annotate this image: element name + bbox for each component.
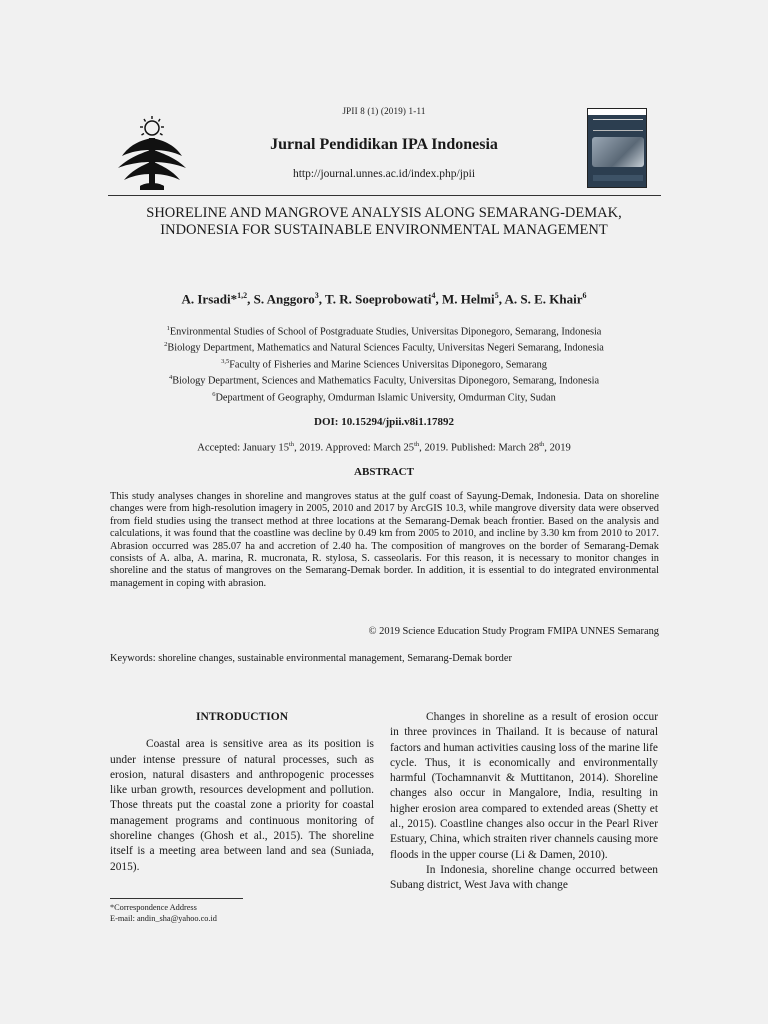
footnote-divider	[110, 898, 243, 899]
author-name: S. Anggoro	[253, 291, 315, 307]
journal-cover-image	[587, 108, 647, 188]
correspondence-label: *Correspondence Address	[110, 903, 197, 912]
body-paragraph: In Indonesia, shoreline change occurred between Subang district, West Java with change	[390, 863, 658, 892]
keywords: Keywords: shoreline changes, sustainable environmental management, Semarang-Demak border	[110, 653, 512, 664]
affiliation-item: $^6$Department of Geography, Omdurman Islamic University, Omdurman City, Sudan	[212, 390, 556, 404]
journal-url[interactable]: http://journal.unnes.ac.id/index.php/jpii	[292, 168, 476, 180]
correspondence-email[interactable]: E-mail: andin_sha@yahoo.co.id	[110, 914, 217, 923]
body-column-right	[390, 710, 658, 894]
copyright-notice: © 2019 Science Education Study Program FMIPA UNNES Semarang	[368, 626, 659, 637]
abstract-heading: ABSTRACT	[354, 466, 414, 478]
author-affiliation-mark: 4	[431, 291, 436, 300]
author-name: M. Helmi	[441, 291, 495, 307]
section-heading-introduction: INTRODUCTION	[195, 711, 288, 723]
body-column-left	[110, 710, 374, 875]
author-list: A. Irsadi*$^{1,2}$, S. Anggoro$^3$, T. R. Soeprobowati$^4$, M. Helmi$^5$, A. S. E. Khair$^6$	[181, 291, 587, 307]
author-affiliation-mark: 1,2	[237, 291, 248, 300]
doi[interactable]: DOI: 10.15294/jpii.v8i1.17892	[314, 416, 454, 428]
author-name: A. S. E. Khair	[504, 291, 583, 307]
affiliation-item: $^{3,5}$Faculty of Fisheries and Marine Sciences Universitas Diponegoro, Semarang	[221, 357, 547, 371]
header-divider	[108, 195, 661, 196]
paper-title: SHORELINE AND MANGROVE ANALYSIS ALONG SEMARANG-DEMAK, INDONESIA FOR SUSTAINABLE ENVIRONMENTAL MANAGEMENT	[146, 205, 622, 238]
journal-title: Jurnal Pendidikan IPA Indonesia	[270, 136, 498, 153]
abstract-text: This study analyses changes in shoreline and mangroves status at the gulf coast of Sayung-Demak, Indonesia. Data on shoreline changes were from high-resolution imagery in 2005, 2010 and 2017 by ArcGIS 10.3, while mangrove diversity data were observed from field studies using the transect method at three locations at the Semarang-Demak beach frontier. Based on the analysis and calculations, it was found that the coastline was decline by 0.49 km from 2005 to 2010, and incline by 3.30 km from 2010 to 2017. Abrasion occurred was 285.07 ha and accretion of 2.40 ha. The composition of mangroves on the border of Semarang-Demak consists of A. alba, A. marina, R. mucronata, R. stylosa, S. casseolaris. For this reason, it is necessary to monitor changes in shoreline and the status of mangroves on the Semarang-Demak border. In addition, it is essential to do integrated environmental management in coping with abrasion.	[110, 491, 659, 589]
author-affiliation-mark: 3	[314, 291, 319, 300]
author-name: T. R. Soeprobowati	[325, 291, 432, 307]
author-affiliation-mark: 5	[494, 291, 499, 300]
affiliation-item: $^2$Biology Department, Mathematics and Natural Sciences Faculty, Universitas Negeri Semarang, Indonesia	[164, 341, 604, 354]
publication-dates: Accepted: January 15th, 2019. Approved: March 25th, 2019. Published: March 28th, 2019	[197, 441, 571, 454]
affiliation-item: $^4$Biology Department, Sciences and Mathematics Faculty, Universitas Diponegoro, Semarang, Indonesia	[168, 374, 600, 387]
journal-reference: JPII 8 (1) (2019) 1-11	[342, 106, 426, 116]
university-logo	[112, 114, 192, 194]
author-name: A. Irsadi*	[181, 291, 238, 307]
affiliation-list	[100, 322, 668, 404]
affiliation-item: $^1$Environmental Studies of School of Postgraduate Studies, Universitas Diponegoro, Semarang, Indonesia	[166, 325, 602, 338]
footnotes	[110, 902, 374, 924]
body-paragraph: Changes in shoreline as a result of erosion occur in three provinces in Thailand. It is because of natural factors and human activities causing loss of the marine life cycle. Thus, it is economically and environmentally harmful (Tochamnanvit & Muttitanon, 2014). Shoreline changes also occur in Mangalore, India, resulting in higher erosion area compared to extended areas (Shetty et al., 2015). Coastline changes also occur in the Pearl River Estuary, China, which straiten river channels causing more floods in the upper course (Li & Damen, 2010).	[390, 711, 658, 861]
author-affiliation-mark: 6	[582, 291, 587, 300]
body-paragraph: Coastal area is sensitive area as its position is under intense pressure of natural processes, such as erosion, natural disasters and anthropogenic processes like urban growth, resources development and pollution. Those threats put the coastal zone a priority for coastal management programs and continuous monitoring of shoreline changes (Ghosh et al., 2015). The shoreline itself is a meeting area between land and sea (Suniada, 2015).	[110, 738, 374, 873]
